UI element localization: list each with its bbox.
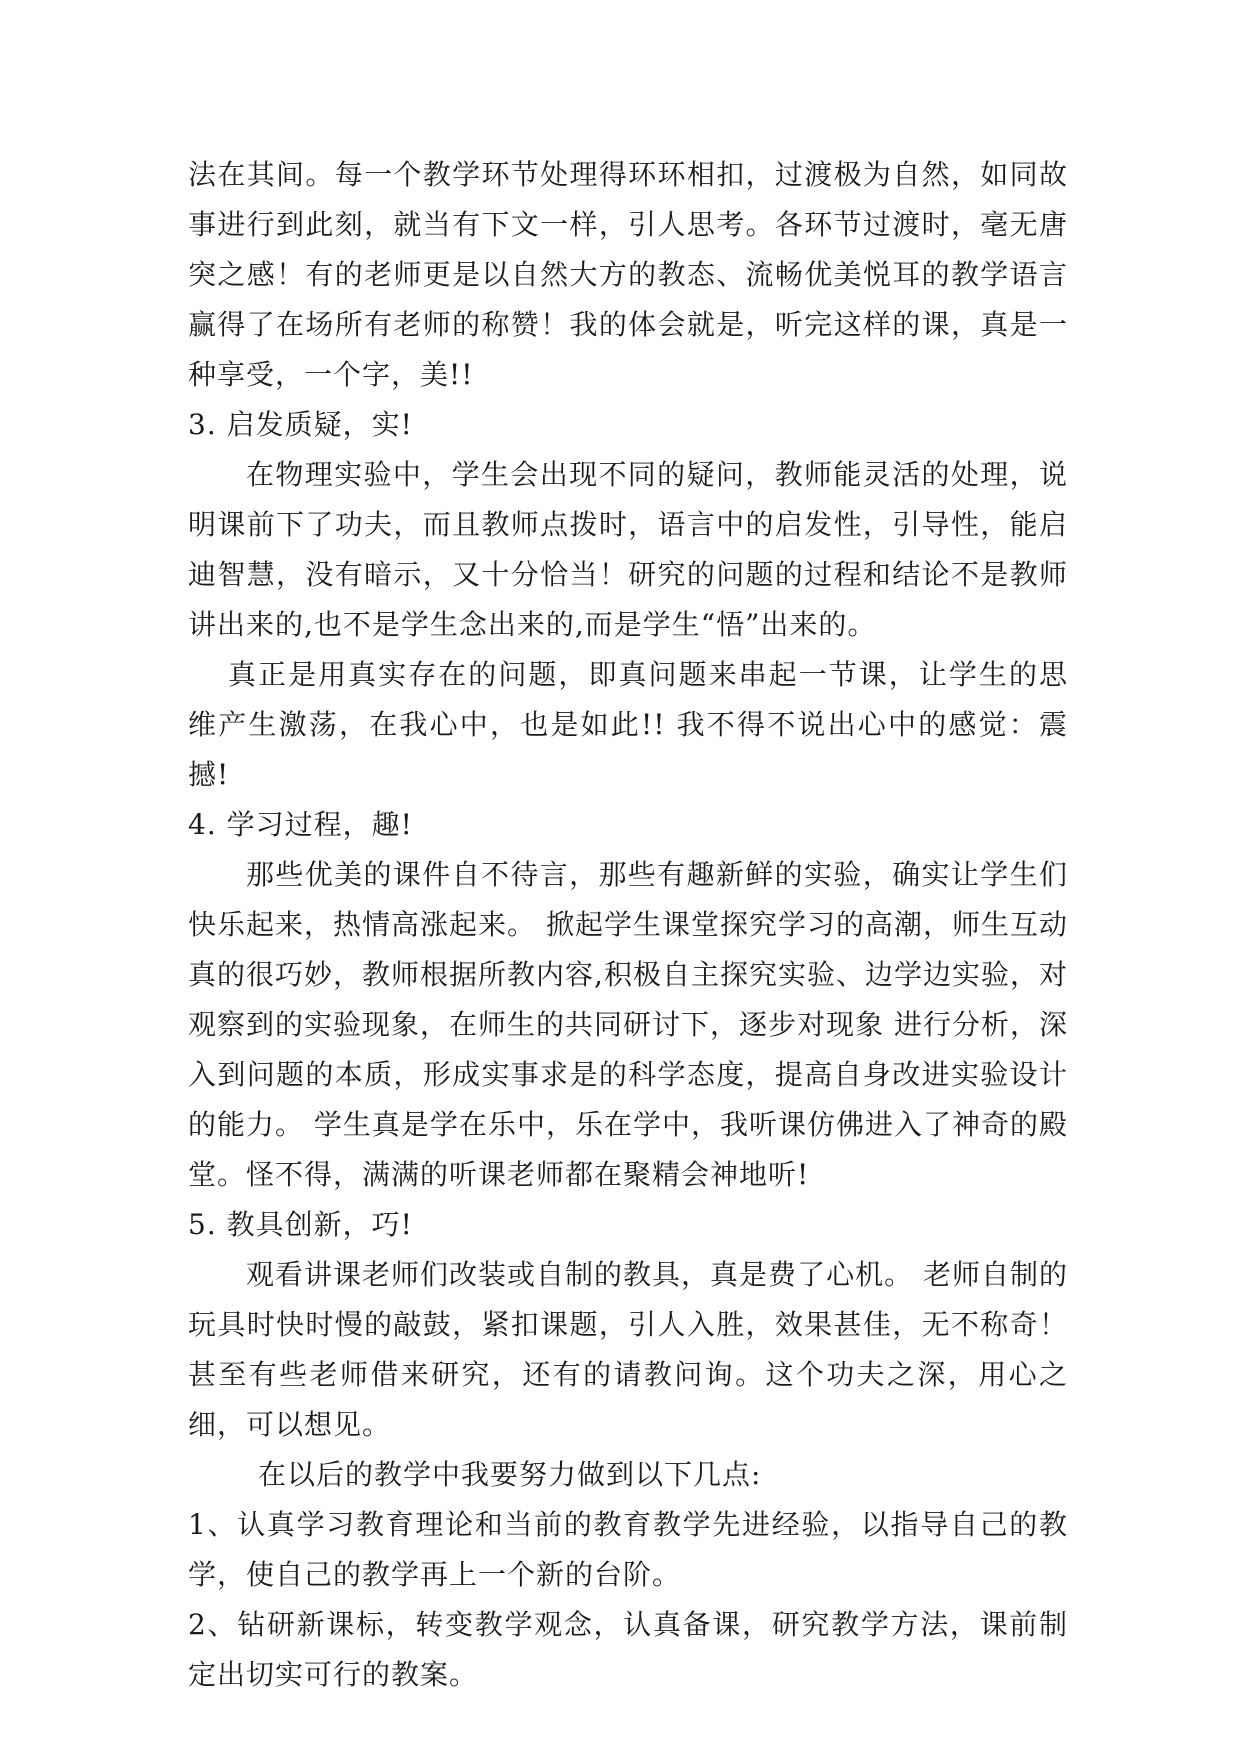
paragraph-physics-experiment: 在物理实验中，学生会出现不同的疑问，教师能灵活的处理，说明课前下了功夫，而且教师点拨时，语言中的启发性，引导性，能启迪智慧，没有暗示，又十分恰当！研究的问题的过程和结论不是教师讲出来的,也不是学生念出来的,而是学生“悟”出来的。 [188,458,1068,641]
section-heading-4: 4. 学习过程，趣! [188,808,413,841]
paragraph-learning-process: 那些优美的课件自不待言，那些有趣新鲜的实验，确实让学生们快乐起来，热情高涨起来。 掀起学生课堂探究学习的高潮，师生互动真的很巧妙，教师根据所教内容,积极自主探究实验、边学边实验，对观察到的实验现象，在师生的共同研讨下，逐步对现象 进行分析，深入到问题的本质，形成实事求是的科学态度，提高自身改进实验设计的能力。 学生真是学在乐中，乐在学中，我听课仿佛进入了神奇的殿堂。怪不得，满满的听课老师都在聚精会神地听! [188,858,1068,1191]
paragraph-teaching-aids: 观看讲课老师们改装或自制的教具，真是费了心机。 老师自制的 玩具时快时慢的敲鼓，紧扣课题，引人入胜，效果甚佳，无不称奇！甚至有些老师借来研究，还有的请教问询。这个功夫之深，用心之细，可以想见。 [188,1258,1068,1441]
list-item-1: 1、认真学习教育理论和当前的教育教学先进经验，以指导自己的教学，使自己的教学再上一个新的台阶。 [188,1508,1068,1591]
paragraph-continuation: 法在其间。每一个教学环节处理得环环相扣，过渡极为自然，如同故事进行到此刻，就当有下文一样，引人思考。各环节过渡时，毫无唐突之感！有的老师更是以自然大方的教态、流畅优美悦耳的教学语言赢得了在场所有老师的称赞！我的体会就是，听完这样的课，真是一种享受，一个字，美!! [188,158,1068,391]
paragraph-real-questions: 真正是用真实存在的问题，即真问题来串起一节课，让学生的思维产生激荡，在我心中，也是如此!! 我不得不说出心中的感觉：震撼! [188,658,1068,791]
document-body [188,150,1068,1700]
section-heading-5: 5. 教具创新，巧! [188,1208,413,1241]
section-heading-3: 3. 启发质疑，实! [188,408,413,441]
paragraph-future-goals-intro: 在以后的教学中我要努力做到以下几点: [258,1458,762,1491]
list-item-2: 2、钻研新课标，转变教学观念，认真备课，研究教学方法，课前制定出切实可行的教案。 [188,1608,1068,1691]
